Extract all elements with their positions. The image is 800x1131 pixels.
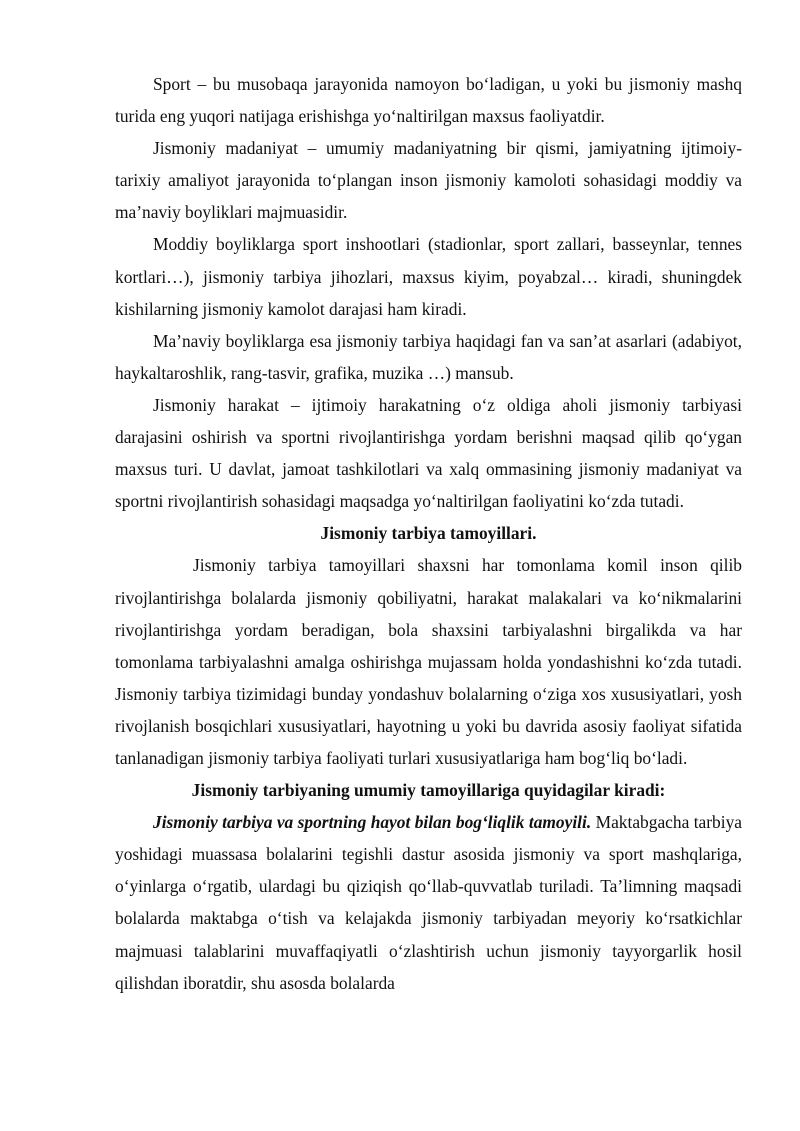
paragraph-physical-movement: Jismoniy harakat – ijtimoiy harakatning o‘z oldiga aholi jismoniy tarbiyasi darajasini oshirish va sportni rivojlantirishga yordam berishni maqsad qilib qo‘ygan maxsus turi. U davlat, jamoat tashkilotlari va xalq ommasining jismoniy madaniyat va sportni rivojlantirish sohasidagi maqsadga yo‘naltirilgan faoliyatini ko‘zda tutadi.: [115, 394, 742, 512]
paragraph-principles-description: Jismoniy tarbiya tamoyillari shaxsni har tomonlama komil inson qilib rivojlantirishga bolalarda jismoniy qobiliyatni, harakat malakalari va ko‘nikmalarini rivojlantirishga yordam beradigan, bola shaxsini tarbiyalashni birgalikda va har tomonlama tarbiyalashni amalga oshirishga mujassam holda yondashishni ko‘zda tutadi. Jismoniy tarbiya tizimidagi bunday yondashuv bolalarning o‘ziga xos xususiyatlari, yosh rivojlanish bosqichlari xususiyatlari, hayotning u yoki bu davrida asosiy faoliyat sifatida tanlanadigan jismoniy tarbiya faoliyati turlari xususiyatlariga ham bog‘liq bo‘ladi.: [115, 555, 742, 768]
paragraph-material-values: Moddiy boyliklarga sport inshootlari (stadionlar, sport zallari, basseynlar, tennes kortlari…), jismoniy tarbiya jihozlari, maxsus kiyim, poyabzal… kiradi, shuningdek kishilarning jismoniy kamolot darajasi ham kiradi.: [115, 234, 742, 319]
document-body: [115, 68, 742, 999]
paragraph-sport-definition: Sport – bu musobaqa jarayonida namoyon bo‘ladigan, u yoki bu jismoniy mashq turida eng yuqori natijaga erishishga yo‘naltirilgan maxsus faoliyatdir.: [115, 74, 742, 127]
principle-title: Jismoniy tarbiya va sportning hayot bilan bog‘liqlik tamoyili.: [153, 812, 592, 833]
paragraph-physical-culture-definition: Jismoniy madaniyat – umumiy madaniyatning bir qismi, jamiyatning ijtimoiy-tarixiy amaliyot jarayonida to‘plangan inson jismoniy kamoloti sohasidagi moddiy va ma’naviy boyliklari majmuasidir.: [115, 138, 742, 223]
paragraph-spiritual-values: Ma’naviy boyliklarga esa jismoniy tarbiya haqidagi fan va san’at asarlari (adabiyot, haykaltaroshlik, rang-tasvir, grafika, muzika …) mansub.: [115, 330, 742, 383]
section-heading-general-principles: Jismoniy tarbiyaning umumiy tamoyillariga quyidagilar kiradi:: [191, 780, 666, 801]
paragraph-life-connection-principle: [115, 806, 742, 999]
section-heading-principles: Jismoniy tarbiya tamoyillari.: [320, 523, 537, 544]
principle-body: Maktabgacha tarbiya yoshidagi muassasa bolalarini tegishli dastur asosida jismoniy va sport mashqlariga, o‘yinlarga o‘rgatib, ulardagi bu qiziqish qo‘llab-quvvatlab turiladi. Ta’limning maqsadi bolalarda maktabga o‘tish va kelajakda jismoniy tarbiyadan meyoriy ko‘rsatkichlar majmuasi talablarini muvaffaqiyatli o‘zlashtirish uchun jismoniy tayyorgarlik hosil qilishdan iboratdir, shu asosda bolalarda: [115, 812, 742, 993]
